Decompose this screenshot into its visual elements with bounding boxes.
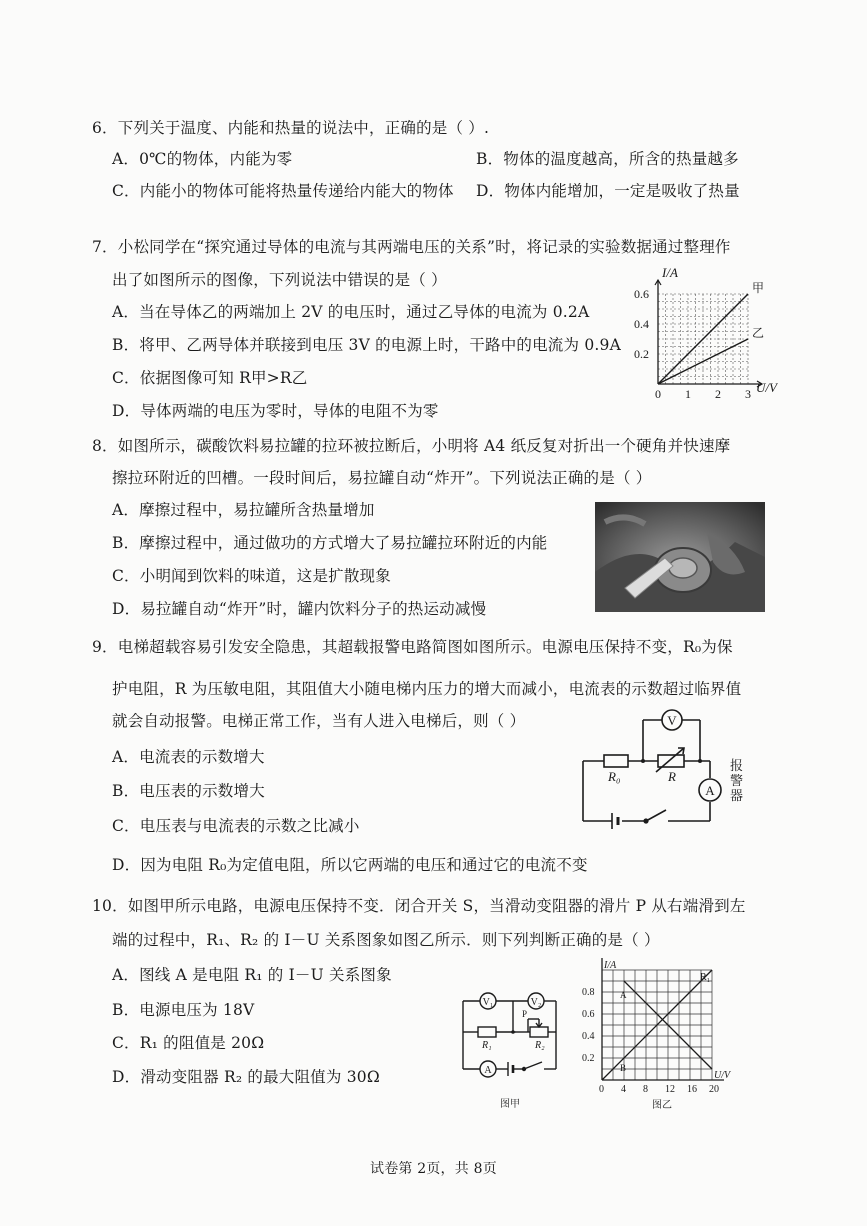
series-label: 甲 bbox=[752, 281, 765, 295]
x-tick-label: 1 bbox=[685, 387, 691, 401]
option-b: B．摩擦过程中，通过做功的方式增大了易拉罐拉环附近的内能 bbox=[112, 534, 548, 552]
v2-symbol: V₂ bbox=[530, 997, 542, 1008]
x-axis-label: U/V bbox=[756, 380, 777, 395]
option-c: C．内能小的物体可能将热量传递给内能大的物体 bbox=[112, 182, 454, 200]
figure-a-caption: 图甲 bbox=[500, 1099, 520, 1110]
v1-symbol: V₁ bbox=[482, 997, 494, 1008]
question-stem-line-2: 端的过程中，R₁、R₂ 的 I－U 关系图象如图乙所示．则下列判断正确的是（ ） bbox=[112, 931, 660, 949]
x-tick-label: 0 bbox=[599, 1084, 604, 1095]
option-a: A．电流表的示数增大 bbox=[112, 748, 265, 766]
question-stem-line-1: 10．如图甲所示电路，电源电压保持不变．闭合开关 S，当滑动变阻器的滑片 P 从右端滑到左 bbox=[92, 897, 746, 915]
question-stem-line-3: 就会自动报警。电梯正常工作，当有人进入电梯后，则（ ） bbox=[112, 712, 526, 730]
option-b: B．物体的温度越高，所含的热量越多 bbox=[476, 150, 739, 168]
y-tick-label: 0.4 bbox=[582, 1031, 595, 1042]
y-axis-label: I/A bbox=[662, 266, 678, 280]
x-axis-label: U/V bbox=[714, 1070, 731, 1081]
option-c: C．依据图像可知 R甲>R乙 bbox=[112, 369, 308, 387]
series-label: 乙 bbox=[752, 326, 765, 340]
question-stem: 6．下列关于温度、内能和热量的说法中，正确的是（ ）. bbox=[92, 119, 490, 137]
y-axis-label: I/A bbox=[604, 960, 617, 971]
x-tick-label: 4 bbox=[621, 1084, 626, 1095]
option-c: C．电压表与电流表的示数之比减小 bbox=[112, 817, 360, 835]
x-tick-label: 16 bbox=[687, 1084, 697, 1095]
figure-b-graph bbox=[580, 958, 740, 1113]
option-b: B．将甲、乙两导体并联接到电压 3V 的电源上时，干路中的电流为 0.9A bbox=[112, 336, 621, 354]
ammeter-symbol: A bbox=[484, 1065, 492, 1076]
option-b: B．电源电压为 18V bbox=[112, 1001, 255, 1019]
option-d: D．易拉罐自动“炸开”时，罐内饮料分子的热运动减慢 bbox=[112, 600, 487, 618]
option-a: A．0℃的物体，内能为零 bbox=[112, 150, 293, 168]
question-stem-line-1: 9．电梯超载容易引发安全隐患，其超载报警电路简图如图所示。电源电压保持不变，R₀为保 bbox=[92, 638, 733, 656]
question-stem-line-1: 8．如图所示，碳酸饮料易拉罐的拉环被拉断后，小明将 A4 纸反复对折出一个硬角并快速摩 bbox=[92, 437, 731, 455]
option-d: D．因为电阻 R₀为定值电阻，所以它两端的电压和通过它的电流不变 bbox=[112, 856, 588, 874]
x-tick-label: 0 bbox=[655, 387, 661, 401]
option-c: C．R₁ 的阻值是 20Ω bbox=[112, 1034, 265, 1052]
r0-label: R₀ bbox=[608, 769, 621, 784]
slider-p-label: P bbox=[522, 1009, 528, 1019]
x-tick-label: 20 bbox=[709, 1084, 719, 1095]
alarm-label: 报警器 bbox=[730, 758, 744, 803]
r2-label: R₂ bbox=[535, 1040, 545, 1051]
line-label-b: B bbox=[620, 1063, 627, 1073]
y-tick-label: 0.2 bbox=[582, 1053, 595, 1064]
line-label-r1: R₁ bbox=[700, 972, 711, 983]
question-stem-line-2: 擦拉环附近的凹槽。一段时间后，易拉罐自动“炸开”。下列说法正确的是（ ） bbox=[112, 469, 652, 487]
x-tick-label: 8 bbox=[643, 1084, 648, 1095]
figure-b-caption: 图乙 bbox=[652, 1100, 672, 1111]
line-label-a: A bbox=[620, 990, 627, 1000]
y-tick-label: 0.8 bbox=[582, 987, 595, 998]
option-d: D．物体内能增加，一定是吸收了热量 bbox=[476, 182, 740, 200]
option-a: A．摩擦过程中，易拉罐所含热量增加 bbox=[112, 501, 375, 519]
option-d: D．滑动变阻器 R₂ 的最大阻值为 30Ω bbox=[112, 1068, 380, 1086]
option-a: A．当在导体乙的两端加上 2V 的电压时，通过乙导体的电流为 0.2A bbox=[112, 303, 590, 321]
y-tick-label: 0.4 bbox=[634, 317, 649, 331]
ammeter-symbol: A bbox=[705, 783, 715, 798]
page-footer: 试卷第 2页，共 8页 bbox=[370, 1161, 497, 1177]
question-stem-line-2: 出了如图所示的图像，下列说法中错误的是（ ） bbox=[112, 271, 447, 289]
voltmeter-symbol: V bbox=[667, 713, 677, 728]
alarm-circuit-diagram bbox=[578, 706, 753, 836]
y-tick-label: 0.6 bbox=[582, 1009, 595, 1020]
x-tick-label: 3 bbox=[745, 387, 751, 401]
option-b: B．电压表的示数增大 bbox=[112, 782, 265, 800]
option-d: D．导体两端的电压为零时，导体的电阻不为零 bbox=[112, 402, 439, 420]
option-c: C．小明闻到饮料的味道，这是扩散现象 bbox=[112, 567, 391, 585]
x-tick-label: 2 bbox=[715, 387, 721, 401]
figure-a-circuit bbox=[458, 985, 573, 1110]
y-tick-label: 0.2 bbox=[634, 347, 649, 361]
y-tick-label: 0.6 bbox=[634, 287, 649, 301]
question-stem-line-1: 7．小松同学在“探究通过导体的电流与其两端电压的关系”时，将记录的实验数据通过整理作 bbox=[92, 238, 731, 256]
option-a: A．图线 A 是电阻 R₁ 的 I－U 关系图象 bbox=[112, 966, 392, 984]
r-label: R bbox=[668, 769, 676, 784]
question-stem-line-2: 护电阻，R 为压敏电阻，其阻值大小随电梯内压力的增大而减小，电流表的示数超过临界值 bbox=[112, 680, 742, 698]
r1-label: R₁ bbox=[482, 1040, 492, 1051]
iu-graph bbox=[628, 266, 778, 406]
can-photo bbox=[595, 502, 765, 612]
x-tick-label: 12 bbox=[665, 1084, 675, 1095]
